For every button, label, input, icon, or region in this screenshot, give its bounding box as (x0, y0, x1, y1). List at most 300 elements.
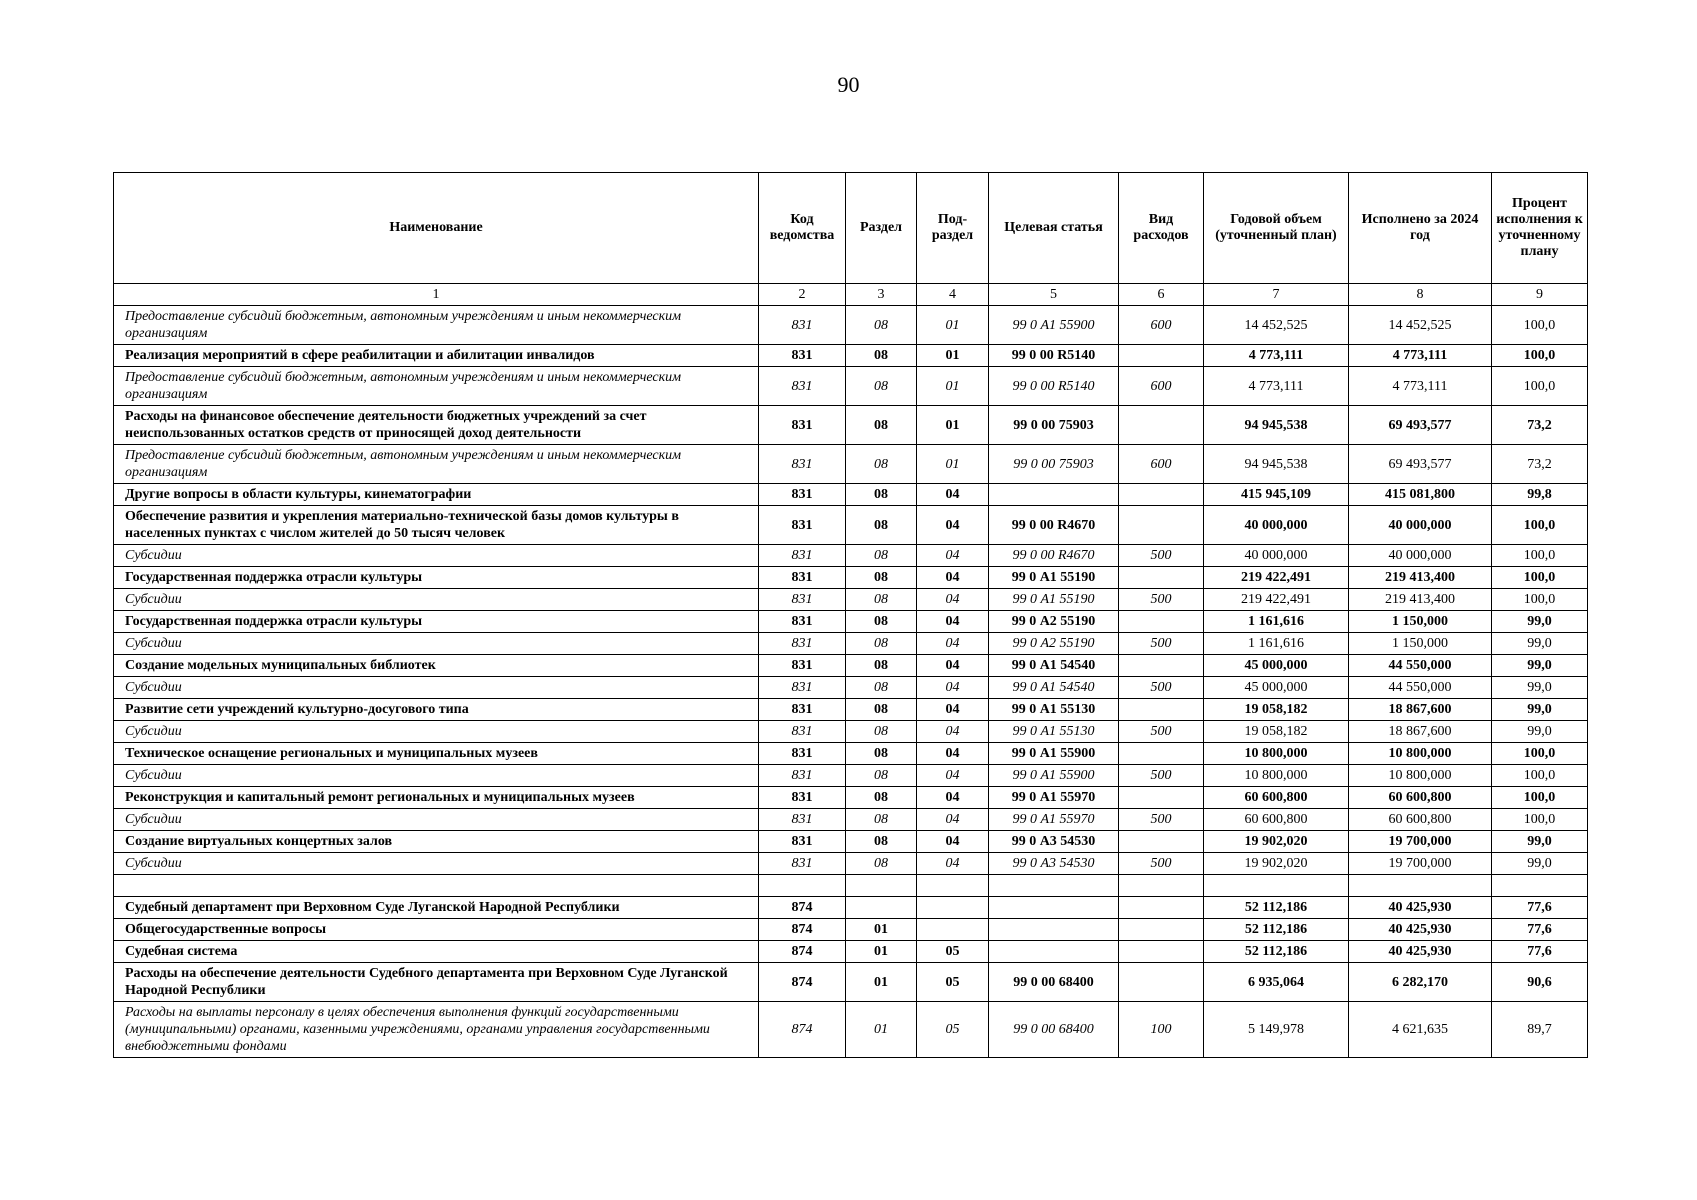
row-name-cell: Государственная поддержка отрасли культуры (114, 567, 759, 589)
row-target-article: 99 0 А1 55190 (989, 589, 1119, 611)
row-vedomstvo-code: 831 (759, 787, 846, 809)
row-executed: 69 493,577 (1349, 406, 1492, 445)
row-annual-plan: 4 773,111 (1204, 367, 1349, 406)
row-podrazdel: 04 (917, 809, 989, 831)
row-executed: 219 413,400 (1349, 567, 1492, 589)
row-razdel: 08 (846, 545, 917, 567)
row-name-cell: Судебная система (114, 941, 759, 963)
row-annual-plan: 40 000,000 (1204, 545, 1349, 567)
row-execution-percent (1492, 875, 1588, 897)
row-podrazdel: 04 (917, 853, 989, 875)
row-vedomstvo-code: 874 (759, 941, 846, 963)
table-row (114, 853, 1588, 875)
row-podrazdel (917, 875, 989, 897)
row-podrazdel: 01 (917, 306, 989, 345)
row-expense-type (1119, 567, 1204, 589)
table-row (114, 306, 1588, 345)
row-podrazdel: 04 (917, 831, 989, 853)
row-expense-type (1119, 919, 1204, 941)
header-executed-2024: Исполнено за 2024 год (1349, 173, 1492, 284)
row-executed: 219 413,400 (1349, 589, 1492, 611)
row-execution-percent: 99,0 (1492, 831, 1588, 853)
row-expense-type: 500 (1119, 721, 1204, 743)
row-name-cell: Субсидии (114, 809, 759, 831)
table-row (114, 567, 1588, 589)
row-executed: 10 800,000 (1349, 743, 1492, 765)
row-target-article: 99 0 А3 54530 (989, 853, 1119, 875)
row-razdel: 08 (846, 787, 917, 809)
row-podrazdel: 01 (917, 367, 989, 406)
row-annual-plan: 94 945,538 (1204, 406, 1349, 445)
row-target-article: 99 0 А1 55130 (989, 699, 1119, 721)
row-target-article: 99 0 А1 55900 (989, 306, 1119, 345)
row-executed: 415 081,800 (1349, 484, 1492, 506)
row-annual-plan: 19 058,182 (1204, 699, 1349, 721)
column-number: 5 (989, 284, 1119, 306)
row-vedomstvo-code: 831 (759, 567, 846, 589)
row-execution-percent: 100,0 (1492, 787, 1588, 809)
row-expense-type (1119, 941, 1204, 963)
table-header-row (114, 173, 1588, 284)
table-row (114, 655, 1588, 677)
row-name-cell: Реконструкция и капитальный ремонт региональных и муниципальных музеев (114, 787, 759, 809)
row-razdel: 08 (846, 743, 917, 765)
row-execution-percent: 99,0 (1492, 699, 1588, 721)
table-row (114, 345, 1588, 367)
row-annual-plan: 19 902,020 (1204, 831, 1349, 853)
row-annual-plan: 14 452,525 (1204, 306, 1349, 345)
table-row (114, 545, 1588, 567)
row-execution-percent: 77,6 (1492, 941, 1588, 963)
column-number-row (114, 284, 1588, 306)
row-executed: 40 000,000 (1349, 506, 1492, 545)
row-name-cell: Создание виртуальных концертных залов (114, 831, 759, 853)
row-name-cell: Субсидии (114, 765, 759, 787)
row-podrazdel: 04 (917, 545, 989, 567)
row-razdel (846, 897, 917, 919)
header-execution-percent: Процент исполнения к уточненному плану (1492, 173, 1588, 284)
table-row (114, 677, 1588, 699)
row-name-cell (114, 875, 759, 897)
row-annual-plan: 94 945,538 (1204, 445, 1349, 484)
row-target-article: 99 0 00 75903 (989, 445, 1119, 484)
row-execution-percent: 100,0 (1492, 367, 1588, 406)
row-podrazdel: 04 (917, 506, 989, 545)
row-name-cell: Судебный департамент при Верховном Суде Луганской Народной Республики (114, 897, 759, 919)
row-expense-type: 600 (1119, 306, 1204, 345)
row-annual-plan: 219 422,491 (1204, 567, 1349, 589)
row-name-cell: Техническое оснащение региональных и муниципальных музеев (114, 743, 759, 765)
row-execution-percent: 90,6 (1492, 963, 1588, 1002)
row-expense-type: 600 (1119, 367, 1204, 406)
row-expense-type (1119, 831, 1204, 853)
row-executed: 10 800,000 (1349, 765, 1492, 787)
row-expense-type: 500 (1119, 589, 1204, 611)
row-vedomstvo-code: 831 (759, 633, 846, 655)
table-row (114, 633, 1588, 655)
column-number: 7 (1204, 284, 1349, 306)
row-execution-percent: 73,2 (1492, 445, 1588, 484)
header-target-article: Целевая статья (989, 173, 1119, 284)
table-row (114, 589, 1588, 611)
row-razdel: 08 (846, 506, 917, 545)
table-row (114, 484, 1588, 506)
row-name-cell: Субсидии (114, 677, 759, 699)
row-name-cell: Развитие сети учреждений культурно-досугового типа (114, 699, 759, 721)
row-razdel: 08 (846, 611, 917, 633)
row-podrazdel: 04 (917, 787, 989, 809)
row-podrazdel: 04 (917, 743, 989, 765)
row-annual-plan: 1 161,616 (1204, 611, 1349, 633)
row-podrazdel: 04 (917, 765, 989, 787)
row-razdel: 08 (846, 655, 917, 677)
row-podrazdel: 04 (917, 633, 989, 655)
row-razdel: 08 (846, 345, 917, 367)
row-executed: 60 600,800 (1349, 809, 1492, 831)
row-expense-type: 600 (1119, 445, 1204, 484)
row-execution-percent: 100,0 (1492, 743, 1588, 765)
table-row (114, 831, 1588, 853)
row-vedomstvo-code: 831 (759, 699, 846, 721)
row-razdel: 08 (846, 809, 917, 831)
row-vedomstvo-code: 831 (759, 367, 846, 406)
row-executed: 40 425,930 (1349, 919, 1492, 941)
table-row (114, 611, 1588, 633)
row-executed: 1 150,000 (1349, 611, 1492, 633)
row-annual-plan (1204, 875, 1349, 897)
row-name-cell: Создание модельных муниципальных библиотек (114, 655, 759, 677)
row-executed: 14 452,525 (1349, 306, 1492, 345)
row-execution-percent: 73,2 (1492, 406, 1588, 445)
row-target-article: 99 0 А2 55190 (989, 611, 1119, 633)
header-expense-type: Вид расходов (1119, 173, 1204, 284)
row-name-cell: Предоставление субсидий бюджетным, автономным учреждениям и иным некоммерческим организациям (114, 306, 759, 345)
header-annual-plan: Годовой объем (уточненный план) (1204, 173, 1349, 284)
row-execution-percent: 99,8 (1492, 484, 1588, 506)
row-target-article: 99 0 А1 55130 (989, 721, 1119, 743)
row-name-cell: Обеспечение развития и укрепления материально-технической базы домов культуры в населенных пунктах с числом жителей до 50 тысяч человек (114, 506, 759, 545)
row-execution-percent: 77,6 (1492, 919, 1588, 941)
row-vedomstvo-code: 831 (759, 677, 846, 699)
row-expense-type: 500 (1119, 545, 1204, 567)
row-annual-plan: 45 000,000 (1204, 655, 1349, 677)
row-expense-type (1119, 345, 1204, 367)
page-number: 90 (837, 72, 860, 97)
row-annual-plan: 52 112,186 (1204, 919, 1349, 941)
column-number: 8 (1349, 284, 1492, 306)
row-target-article: 99 0 А1 54540 (989, 655, 1119, 677)
row-name-cell: Реализация мероприятий в сфере реабилитации и абилитации инвалидов (114, 345, 759, 367)
row-target-article: 99 0 А3 54530 (989, 831, 1119, 853)
row-vedomstvo-code: 831 (759, 809, 846, 831)
row-expense-type (1119, 611, 1204, 633)
row-podrazdel: 01 (917, 406, 989, 445)
row-execution-percent: 99,0 (1492, 721, 1588, 743)
row-annual-plan: 219 422,491 (1204, 589, 1349, 611)
row-expense-type (1119, 787, 1204, 809)
row-name-cell: Субсидии (114, 545, 759, 567)
row-executed: 40 425,930 (1349, 897, 1492, 919)
row-podrazdel (917, 919, 989, 941)
table-row (114, 963, 1588, 1002)
row-executed: 18 867,600 (1349, 699, 1492, 721)
column-number: 1 (114, 284, 759, 306)
row-name-cell: Расходы на обеспечение деятельности Судебного департамента при Верховном Суде Луганской Народной Республики (114, 963, 759, 1002)
row-name-cell: Государственная поддержка отрасли культуры (114, 611, 759, 633)
row-executed: 4 773,111 (1349, 367, 1492, 406)
row-vedomstvo-code: 874 (759, 897, 846, 919)
row-razdel: 08 (846, 406, 917, 445)
row-razdel: 08 (846, 445, 917, 484)
row-executed: 19 700,000 (1349, 853, 1492, 875)
row-expense-type (1119, 484, 1204, 506)
row-execution-percent: 100,0 (1492, 545, 1588, 567)
row-expense-type (1119, 699, 1204, 721)
row-vedomstvo-code: 831 (759, 743, 846, 765)
row-razdel: 08 (846, 677, 917, 699)
column-number: 9 (1492, 284, 1588, 306)
row-expense-type (1119, 743, 1204, 765)
row-annual-plan: 1 161,616 (1204, 633, 1349, 655)
row-podrazdel: 04 (917, 611, 989, 633)
row-executed: 40 000,000 (1349, 545, 1492, 567)
row-name-cell: Общегосударственные вопросы (114, 919, 759, 941)
table-row (114, 875, 1588, 897)
row-annual-plan: 6 935,064 (1204, 963, 1349, 1002)
row-annual-plan: 52 112,186 (1204, 897, 1349, 919)
row-podrazdel: 04 (917, 589, 989, 611)
row-razdel: 08 (846, 306, 917, 345)
row-execution-percent: 77,6 (1492, 897, 1588, 919)
row-execution-percent: 99,0 (1492, 611, 1588, 633)
row-annual-plan: 45 000,000 (1204, 677, 1349, 699)
row-expense-type (1119, 897, 1204, 919)
row-target-article: 99 0 А1 55900 (989, 765, 1119, 787)
row-executed: 60 600,800 (1349, 787, 1492, 809)
row-vedomstvo-code: 874 (759, 1002, 846, 1058)
row-expense-type (1119, 506, 1204, 545)
row-vedomstvo-code: 831 (759, 655, 846, 677)
row-expense-type: 500 (1119, 677, 1204, 699)
row-podrazdel: 04 (917, 655, 989, 677)
row-target-article: 99 0 00 R5140 (989, 345, 1119, 367)
row-name-cell: Предоставление субсидий бюджетным, автономным учреждениям и иным некоммерческим организациям (114, 367, 759, 406)
row-vedomstvo-code: 831 (759, 611, 846, 633)
row-execution-percent: 100,0 (1492, 345, 1588, 367)
row-razdel: 01 (846, 941, 917, 963)
row-execution-percent: 100,0 (1492, 306, 1588, 345)
row-expense-type: 500 (1119, 765, 1204, 787)
row-target-article: 99 0 00 R5140 (989, 367, 1119, 406)
row-name-cell: Субсидии (114, 853, 759, 875)
row-target-article: 99 0 00 R4670 (989, 545, 1119, 567)
row-annual-plan: 60 600,800 (1204, 787, 1349, 809)
row-expense-type (1119, 406, 1204, 445)
table-row (114, 919, 1588, 941)
table-row (114, 809, 1588, 831)
row-annual-plan: 10 800,000 (1204, 765, 1349, 787)
table-row (114, 897, 1588, 919)
row-execution-percent: 89,7 (1492, 1002, 1588, 1058)
row-annual-plan: 19 902,020 (1204, 853, 1349, 875)
row-name-cell: Другие вопросы в области культуры, кинематографии (114, 484, 759, 506)
row-executed: 19 700,000 (1349, 831, 1492, 853)
row-razdel: 08 (846, 831, 917, 853)
row-podrazdel: 05 (917, 1002, 989, 1058)
row-vedomstvo-code: 831 (759, 406, 846, 445)
row-target-article: 99 0 А1 54540 (989, 677, 1119, 699)
row-expense-type: 100 (1119, 1002, 1204, 1058)
row-target-article: 99 0 00 R4670 (989, 506, 1119, 545)
row-razdel: 08 (846, 765, 917, 787)
table-row (114, 1002, 1588, 1058)
row-vedomstvo-code: 874 (759, 919, 846, 941)
row-vedomstvo-code: 831 (759, 484, 846, 506)
row-target-article (989, 875, 1119, 897)
row-execution-percent: 99,0 (1492, 633, 1588, 655)
row-annual-plan: 5 149,978 (1204, 1002, 1349, 1058)
row-execution-percent: 100,0 (1492, 589, 1588, 611)
row-podrazdel: 01 (917, 445, 989, 484)
row-vedomstvo-code: 831 (759, 721, 846, 743)
row-target-article: 99 0 А1 55190 (989, 567, 1119, 589)
row-executed: 18 867,600 (1349, 721, 1492, 743)
row-podrazdel: 04 (917, 484, 989, 506)
row-target-article: 99 0 А1 55900 (989, 743, 1119, 765)
row-annual-plan: 40 000,000 (1204, 506, 1349, 545)
row-razdel: 08 (846, 853, 917, 875)
table-row (114, 765, 1588, 787)
row-vedomstvo-code: 831 (759, 765, 846, 787)
row-razdel: 08 (846, 699, 917, 721)
table-row (114, 787, 1588, 809)
row-executed: 44 550,000 (1349, 655, 1492, 677)
row-vedomstvo-code: 831 (759, 853, 846, 875)
row-razdel: 08 (846, 367, 917, 406)
row-razdel: 08 (846, 567, 917, 589)
row-podrazdel: 04 (917, 699, 989, 721)
budget-execution-table (113, 172, 1588, 1058)
row-podrazdel: 05 (917, 941, 989, 963)
row-execution-percent: 100,0 (1492, 765, 1588, 787)
row-razdel: 08 (846, 633, 917, 655)
row-vedomstvo-code (759, 875, 846, 897)
row-execution-percent: 99,0 (1492, 853, 1588, 875)
row-annual-plan: 415 945,109 (1204, 484, 1349, 506)
table-row (114, 699, 1588, 721)
row-vedomstvo-code: 831 (759, 306, 846, 345)
table-row (114, 445, 1588, 484)
row-expense-type: 500 (1119, 853, 1204, 875)
row-execution-percent: 100,0 (1492, 809, 1588, 831)
row-name-cell: Расходы на выплаты персоналу в целях обеспечения выполнения функций государственными (муниципальными) органами, казенными учреждениями, органами управления государственными внебюджетными фондами (114, 1002, 759, 1058)
header-vedomstvo-code: Код ведомства (759, 173, 846, 284)
row-executed (1349, 875, 1492, 897)
row-target-article: 99 0 00 68400 (989, 1002, 1119, 1058)
table-row (114, 506, 1588, 545)
row-razdel: 01 (846, 1002, 917, 1058)
row-target-article (989, 897, 1119, 919)
row-target-article: 99 0 00 75903 (989, 406, 1119, 445)
row-vedomstvo-code: 831 (759, 589, 846, 611)
row-executed: 4 621,635 (1349, 1002, 1492, 1058)
row-executed: 40 425,930 (1349, 941, 1492, 963)
column-number: 6 (1119, 284, 1204, 306)
header-razdel: Раздел (846, 173, 917, 284)
row-expense-type (1119, 875, 1204, 897)
row-executed: 6 282,170 (1349, 963, 1492, 1002)
row-podrazdel: 04 (917, 677, 989, 699)
row-podrazdel: 04 (917, 567, 989, 589)
row-execution-percent: 99,0 (1492, 677, 1588, 699)
row-expense-type: 500 (1119, 633, 1204, 655)
row-executed: 69 493,577 (1349, 445, 1492, 484)
row-razdel: 01 (846, 963, 917, 1002)
header-name: Наименование (114, 173, 759, 284)
row-expense-type (1119, 655, 1204, 677)
row-podrazdel: 05 (917, 963, 989, 1002)
row-razdel: 08 (846, 721, 917, 743)
table-row (114, 406, 1588, 445)
row-annual-plan: 4 773,111 (1204, 345, 1349, 367)
column-number: 3 (846, 284, 917, 306)
row-annual-plan: 19 058,182 (1204, 721, 1349, 743)
row-annual-plan: 52 112,186 (1204, 941, 1349, 963)
row-target-article (989, 919, 1119, 941)
row-name-cell: Расходы на финансовое обеспечение деятельности бюджетных учреждений за счет неиспользованных остатков средств от приносящей доход деятельности (114, 406, 759, 445)
row-razdel: 08 (846, 484, 917, 506)
row-vedomstvo-code: 831 (759, 545, 846, 567)
row-razdel (846, 875, 917, 897)
row-target-article: 99 0 А1 55970 (989, 809, 1119, 831)
row-name-cell: Субсидии (114, 589, 759, 611)
row-expense-type (1119, 963, 1204, 1002)
row-executed: 1 150,000 (1349, 633, 1492, 655)
row-vedomstvo-code: 831 (759, 445, 846, 484)
row-execution-percent: 100,0 (1492, 567, 1588, 589)
row-target-article: 99 0 А1 55970 (989, 787, 1119, 809)
row-name-cell: Субсидии (114, 633, 759, 655)
row-executed: 44 550,000 (1349, 677, 1492, 699)
row-annual-plan: 10 800,000 (1204, 743, 1349, 765)
row-execution-percent: 100,0 (1492, 506, 1588, 545)
row-target-article (989, 941, 1119, 963)
row-vedomstvo-code: 831 (759, 831, 846, 853)
row-target-article: 99 0 00 68400 (989, 963, 1119, 1002)
column-number: 4 (917, 284, 989, 306)
row-podrazdel: 04 (917, 721, 989, 743)
row-execution-percent: 99,0 (1492, 655, 1588, 677)
row-executed: 4 773,111 (1349, 345, 1492, 367)
row-expense-type: 500 (1119, 809, 1204, 831)
row-name-cell: Субсидии (114, 721, 759, 743)
row-podrazdel (917, 897, 989, 919)
table-row (114, 941, 1588, 963)
row-vedomstvo-code: 831 (759, 345, 846, 367)
row-podrazdel: 01 (917, 345, 989, 367)
table-row (114, 721, 1588, 743)
row-target-article: 99 0 А2 55190 (989, 633, 1119, 655)
row-target-article (989, 484, 1119, 506)
row-name-cell: Предоставление субсидий бюджетным, автономным учреждениям и иным некоммерческим организациям (114, 445, 759, 484)
row-razdel: 01 (846, 919, 917, 941)
row-annual-plan: 60 600,800 (1204, 809, 1349, 831)
column-number: 2 (759, 284, 846, 306)
row-razdel: 08 (846, 589, 917, 611)
row-vedomstvo-code: 874 (759, 963, 846, 1002)
table-row (114, 367, 1588, 406)
table-row (114, 743, 1588, 765)
